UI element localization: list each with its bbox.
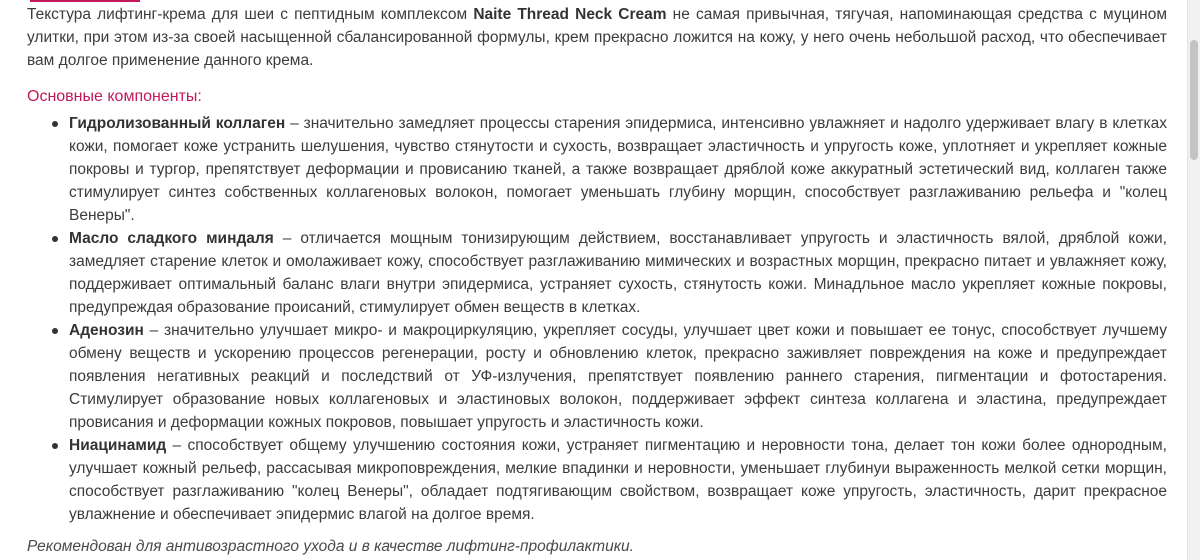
intro-text-after: не самая привычная, тягучая, напоминающая средства с муцином улитки, при этом из-за своей насыщенной сбалансированной формулы, крем прекрасно ложится на кожу, у него очень небольшой расход, что обеспечивает вам долгое применение данного крема. [27, 6, 1167, 69]
list-item-collagen [69, 112, 1167, 227]
article-content [27, 0, 1167, 558]
component-name: Масло сладкого миндаля [69, 230, 274, 247]
component-description: – способствует общему улучшению состояния кожи, устраняет пигментацию и неровности тона, делает тон кожи более однородным, улучшает кожный рельеф, рассасывая микроповреждения, мелкие впадинки и неровности, уменьшает глубинуи выраженность мелкой сетки морщин, способствует разглаживанию "колец Венеры", обладает подтягивающим свойством, возвращает коже упругость, эластичность, дарит прекрасное увлажнение и обеспечивает эпидермис влагой на долгое время. [69, 437, 1167, 523]
component-description: – значительно замедляет процессы старения эпидермиса, интенсивно увлажняет и надолго удерживает влагу в клетках кожи, помогает коже устранить шелушения, чувство стянутости и сухость, возвращает эластичность и упругость коже, уплотняет и укрепляет кожные покровы и тургор, препятствует деформации и провисанию тканей, а также возвращает дряблой коже аккуратный эстетический вид, коллаген также стимулирует синтез собственных коллагеновых волокон, помогает уменьшать глубину морщин, способствует разглаживанию рельефа и "колец Венеры". [69, 115, 1168, 224]
components-list [27, 112, 1167, 526]
section-title: Основные компоненты: [27, 88, 202, 105]
component-name: Аденозин [69, 322, 144, 339]
recommendation-text: Рекомендован для антивозрастного ухода и в качестве лифтинг-профилактики. [27, 538, 634, 555]
scrollbar-thumb[interactable] [1190, 40, 1198, 160]
component-description: – значительно улучшает микро- и макроциркуляцию, укрепляет сосуды, улучшает цвет кожи и повышает ее тонус, способствует лучшему обмену веществ и ускорению процессов регенерации, росту и обновлению клеток, прекрасно заживляет повреждения на коже и предупреждает появления негативных реакций и последствий от УФ-излучения, препятствует появлению раннего старения, пигментации и фотостарения. Стимулирует образование новых коллагеновых и эластиновых волокон, поддерживает эффект синтеза коллагена и эластина, предупреждает провисания и деформации кожных покровов, повышает упругость и эластичность кожи. [69, 322, 1167, 431]
component-name: Ниацинамид [69, 437, 167, 454]
component-description: – отличается мощным тонизирующим действием, восстанавливает упругость и эластичность вялой, дряблой кожи, замедляет старение клеток и омолаживает кожу, способствует разглаживанию мимических и возрастных морщин, прекрасно питает и увлажняет кожу, поддерживает оптимальный баланс влаги внутри эпидермиса, устраняет сухость, стянутость кожи. Минадльное масло укрепляет кожные покровы, предупреждая образование происаний, стимулирует обмен веществ в клетках. [69, 230, 1167, 316]
intro-text-before: Текстура лифтинг-крема для шеи с пептидным комплексом [27, 6, 474, 23]
vertical-scrollbar[interactable] [1187, 0, 1200, 560]
list-item-niacinamide [69, 434, 1167, 526]
product-name: Naite Thread Neck Cream [473, 6, 667, 23]
intro-paragraph [27, 0, 1167, 72]
component-name: Гидролизованный коллаген [69, 115, 286, 132]
list-item-adenosine [69, 319, 1167, 434]
list-item-almond-oil [69, 227, 1167, 319]
